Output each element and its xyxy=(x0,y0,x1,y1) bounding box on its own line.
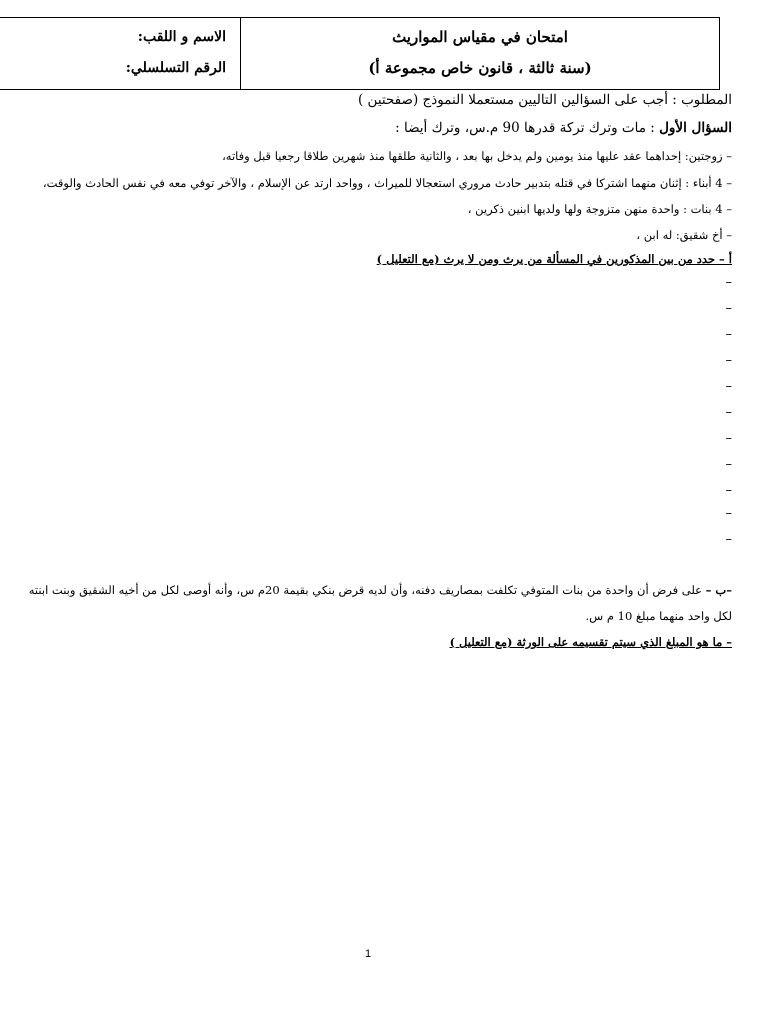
answer-line: – xyxy=(725,379,732,394)
serial-label: الرقم التسلسلي: xyxy=(125,59,226,76)
exam-title: امتحان في مقياس المواريث xyxy=(392,28,568,47)
answer-line: – xyxy=(725,405,732,420)
part-b-question: – ما هو المبلغ الذي سيتم تقسيمه على الورثة (مع التعليل ) xyxy=(449,635,732,649)
heir-item-brother: – أخ شقيق: له ابن ، xyxy=(636,228,732,242)
student-info-cell xyxy=(0,18,241,89)
answer-line: – xyxy=(725,353,732,368)
page-number: 1 xyxy=(364,948,372,960)
answer-line: – xyxy=(725,457,732,472)
answer-line: – xyxy=(725,483,732,498)
heir-item-daughters: – 4 بنات : واحدة منهن متزوجة ولها ولديها ابنين ذكرين ، xyxy=(467,202,732,216)
instruction: المطلوب : أجب على السؤالين التاليين مستعملا النموذج (صفحتين ) xyxy=(357,92,732,108)
exam-subtitle: (سنة ثالثة ، قانون خاص مجموعة أ) xyxy=(368,58,592,77)
part-b-text: على فرض أن واحدة من بنات المتوفي تكلفت بمصاريف دفنه، وأن لديه قرض بنكي بقيمة 20م س، وأنه أوصى لكل من أخيه الشقيق وبنت ابنته لكل واحد منهما مبلغ 10 م س. xyxy=(28,583,732,623)
answer-line: – xyxy=(725,301,732,316)
answer-line: – xyxy=(725,431,732,446)
exam-title-cell xyxy=(241,18,719,89)
part-b-paragraph xyxy=(20,577,732,629)
header-table xyxy=(0,17,720,90)
question1-title: السؤال الأول xyxy=(659,120,732,136)
heir-item-sons: – 4 أبناء : إثنان منهما اشتركا في قتله بتدبير حادث مروري استعجالا للميراث ، وواحد ارتد عن الإسلام ، والآخر توفي معه في نفس الحادث والوقت، xyxy=(42,176,732,190)
answer-line: – xyxy=(725,506,732,521)
question1-heading xyxy=(20,120,732,136)
heir-item-wives: – زوجتين: إحداهما عقد عليها منذ يومين ولم يدخل بها بعد ، والثانية طلقها منذ شهرين طلاقا رجعيا قبل وفاته، xyxy=(222,149,732,163)
name-label: الاسم و اللقب: xyxy=(137,29,226,46)
question1-intro: : مات وترك تركة قدرها 90 م.س، وترك أيضا : xyxy=(395,120,655,136)
answer-line: – xyxy=(725,275,732,290)
answer-line: – xyxy=(725,532,732,547)
answer-line: – xyxy=(725,327,732,342)
part-b-label: –ب – xyxy=(705,583,732,597)
part-a-question: أ – حدد من بين المذكورين في المسألة من يرث ومن لا يرث (مع التعليل ) xyxy=(376,252,732,266)
